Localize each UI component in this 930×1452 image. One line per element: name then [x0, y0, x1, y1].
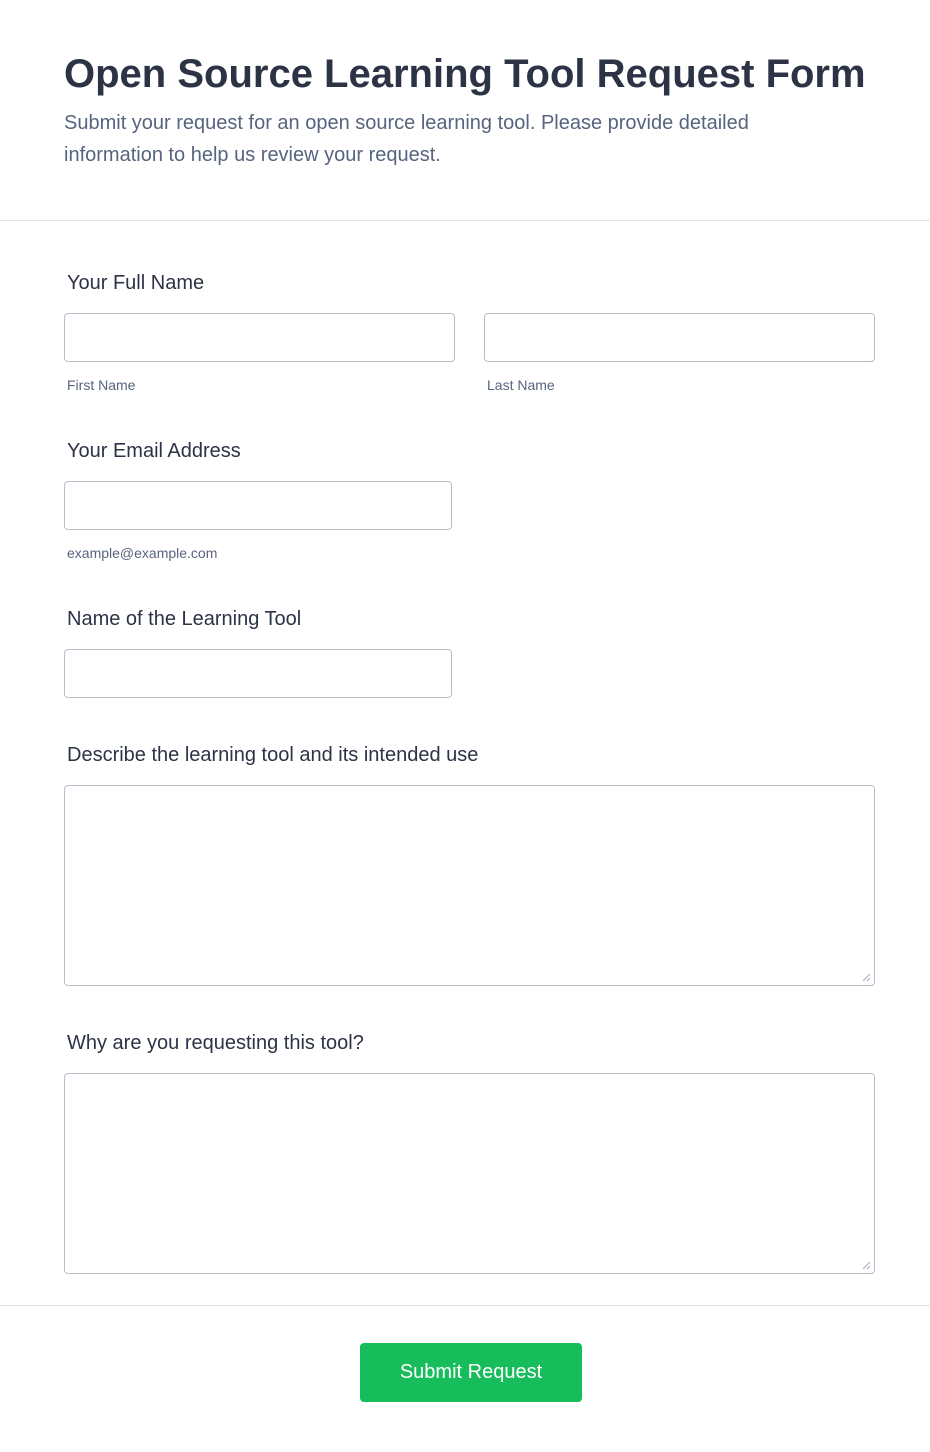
resize-handle-icon[interactable] — [861, 1260, 871, 1270]
submit-button[interactable]: Submit Request — [360, 1343, 582, 1402]
page-subtitle: Submit your request for an open source learning tool. Please provide detailed information to help us review your request. — [64, 112, 749, 166]
email-sublabel: example@example.com — [67, 545, 218, 561]
reason-textarea[interactable] — [64, 1073, 875, 1274]
email-label: Your Email Address — [67, 440, 241, 462]
form-header — [0, 0, 930, 221]
first-name-input[interactable] — [64, 313, 455, 362]
tool-name-label: Name of the Learning Tool — [67, 608, 302, 630]
page-title: Open Source Learning Tool Request Form — [64, 52, 866, 96]
tool-name-input[interactable] — [64, 649, 452, 698]
email-input[interactable] — [64, 481, 452, 530]
last-name-sublabel: Last Name — [487, 377, 555, 393]
description-textarea[interactable] — [64, 785, 875, 986]
footer-divider — [0, 1305, 930, 1306]
last-name-input[interactable] — [484, 313, 875, 362]
description-label: Describe the learning tool and its intended use — [67, 744, 479, 766]
reason-label: Why are you requesting this tool? — [67, 1032, 364, 1054]
first-name-sublabel: First Name — [67, 377, 136, 393]
resize-handle-icon[interactable] — [861, 972, 871, 982]
full-name-label: Your Full Name — [67, 272, 205, 294]
